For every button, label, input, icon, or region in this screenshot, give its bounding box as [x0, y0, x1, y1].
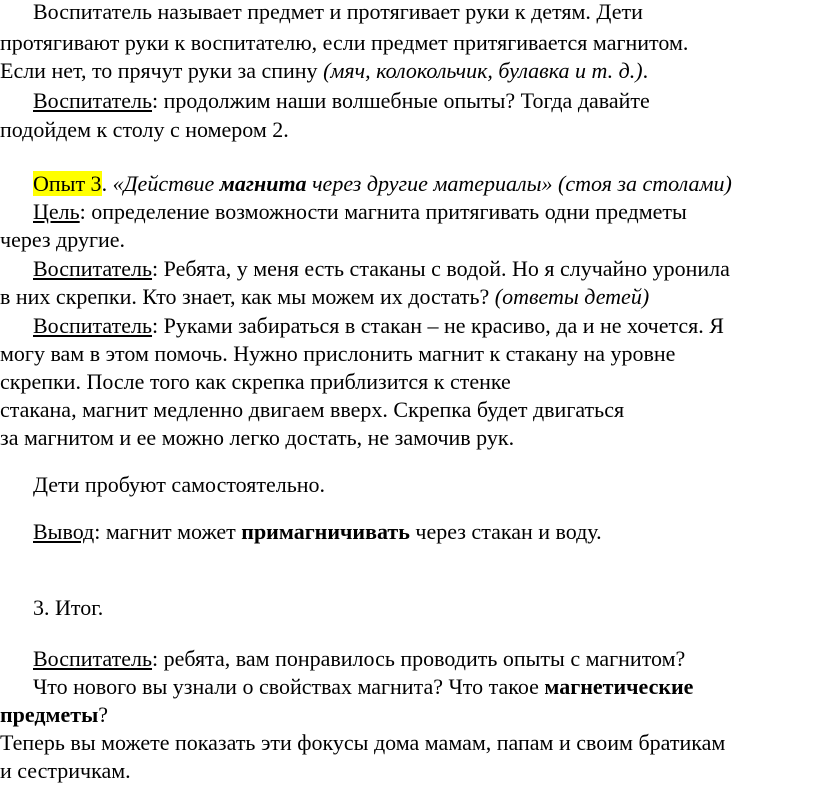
final-question-mark: ? [98, 702, 109, 727]
conclusion-text-2: через стакан и воду. [409, 519, 602, 544]
goal-text: : определение возможности магнита притягивать одни предметы [79, 199, 687, 224]
final-text: : ребята, вам понравилось проводить опыты с магнитом? [152, 646, 686, 671]
experiment-title [33, 170, 732, 198]
goal-line-1 [33, 198, 687, 226]
dialog2-text: : Руками забираться в стакан – не красиво, да и не хочется. Я [152, 313, 724, 338]
dialog1-question: в них скрепки. Кто знает, как мы можем их достать? [0, 284, 495, 309]
speaker-label: Воспитатель [33, 256, 153, 281]
final-question: Что нового вы узнали о свойствах магнита? Что такое [33, 674, 545, 699]
final-line-5: и сестричкам. [0, 758, 131, 783]
intro-line-3 [0, 57, 648, 85]
intro-line-3-text: Если нет, то прячут руки за спину [0, 58, 324, 83]
final-bold-2: предметы [0, 702, 99, 727]
goal-label: Цель [33, 199, 80, 224]
intro-period: . [642, 58, 649, 83]
experiment-title-bold: магнита [219, 171, 307, 196]
dialog2-line-3: скрепки. После того как скрепка приблизится к стенке [0, 369, 511, 394]
transition-line-1 [33, 87, 650, 115]
speaker-label: Воспитатель [33, 88, 153, 113]
final-line-2 [33, 673, 693, 701]
dialog1-text: : Ребята, у меня есть стаканы с водой. Но я случайно уронила [152, 256, 730, 281]
speaker-label: Воспитатель [33, 313, 153, 338]
final-line-3 [0, 701, 108, 729]
final-line-1 [33, 645, 685, 673]
dialog2-line-2: могу вам в этом помочь. Нужно прислонить магнит к стакану на уровне [0, 341, 676, 366]
children-line: Дети пробуют самостоятельно. [33, 472, 326, 497]
experiment-title-part-1: «Действие [112, 171, 220, 196]
children-answers-note: (ответы детей) [494, 284, 650, 309]
dialog2-line-1 [33, 312, 724, 340]
experiment-title-part-2: через другие материалы» (стоя за столами) [306, 171, 732, 196]
speaker-label: Воспитатель [33, 646, 153, 671]
dialog1-line-1 [33, 255, 730, 283]
dialog2-line-5: за магнитом и ее можно легко достать, не замочив рук. [0, 425, 515, 450]
summary-heading: 3. Итог. [33, 595, 104, 620]
goal-line-2: через другие. [0, 227, 126, 252]
transition-text: : продолжим наши волшебные опыты? Тогда давайте [152, 88, 650, 113]
dialog2-line-4: стакана, магнит медленно двигаем вверх. Скрепка будет двигаться [0, 397, 625, 422]
dialog1-line-2 [0, 283, 649, 311]
transition-line-2: подойдем к столу с номером 2. [0, 117, 289, 142]
intro-line-1: Воспитатель называет предмет и протягивает руки к детям. Дети [33, 0, 643, 24]
intro-line-2: протягивают руки к воспитателю, если предмет притягивается магнитом. [0, 30, 689, 55]
experiment-separator: . [101, 171, 113, 196]
conclusion-text-1: : магнит может [94, 519, 242, 544]
experiment-label: Опыт 3 [33, 171, 102, 196]
conclusion-label: Вывод [33, 519, 95, 544]
final-line-4: Теперь вы можете показать эти фокусы дома мамам, папам и своим братикам [0, 730, 726, 755]
conclusion-bold: примагничивать [241, 519, 410, 544]
conclusion-line [33, 518, 602, 546]
final-bold-1: магнетические [544, 674, 694, 699]
intro-examples: (мяч, колокольчик, булавка и т. д.) [323, 58, 643, 83]
